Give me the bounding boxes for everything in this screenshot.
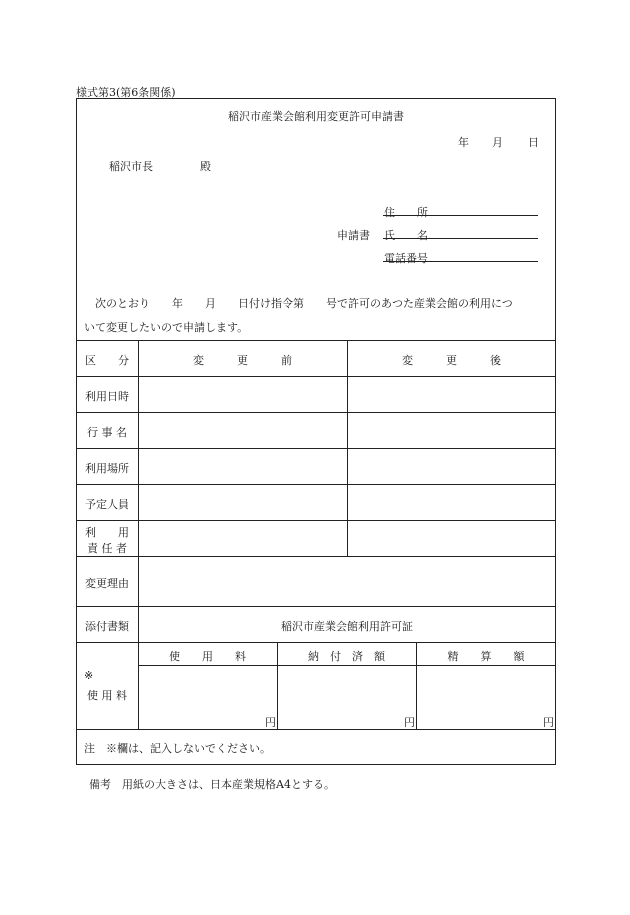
- statement-line1: 次のとおり 年 月 日付け指令第 号で許可のあつた産業会館の利用につ: [95, 297, 513, 310]
- date-year-label: 年: [458, 136, 469, 149]
- row-label-responsible-2: 責 任 者: [87, 542, 127, 555]
- row-label-date: 利用日時: [85, 390, 129, 403]
- form-number: 様式第3(第6条関係): [76, 86, 176, 99]
- row-label-reason: 変更理由: [85, 577, 129, 590]
- fee-col-paid: 納 付 済 額: [308, 650, 385, 663]
- fee-mark: ※: [84, 669, 94, 682]
- form-title: 稲沢市産業会館利用変更許可申請書: [228, 110, 404, 123]
- remark: 備考 用紙の大きさは、日本産業規格A4とする。: [89, 778, 335, 791]
- applicant-phone-line[interactable]: [383, 261, 538, 262]
- row-rule: [76, 520, 556, 521]
- applicant-name-label: 氏 名: [384, 229, 428, 242]
- applicant-address-label: 住 所: [384, 206, 428, 219]
- row-rule: [76, 484, 556, 485]
- before-after-rule: [347, 340, 348, 556]
- row-label-event: 行 事 名: [87, 426, 127, 439]
- statement-line2: いて変更したいので申請します。: [84, 321, 249, 334]
- attachment-value: 稲沢市産業会館利用許可証: [281, 620, 413, 633]
- fee-label: 使 用 料: [87, 689, 127, 702]
- row-rule: [76, 729, 556, 730]
- date-day-label: 日: [528, 136, 539, 149]
- applicant-name-line[interactable]: [383, 238, 538, 239]
- fee-header-rule: [138, 665, 556, 666]
- fee-col-usage: 使 用 料: [169, 650, 246, 663]
- applicant-phone-label: 電話番号: [384, 252, 428, 265]
- yen-unit: 円: [543, 716, 554, 729]
- yen-unit: 円: [404, 716, 415, 729]
- note: 注 ※欄は、記入しないでください。: [84, 742, 271, 755]
- attachment-label: 添付書類: [85, 620, 129, 633]
- row-rule: [76, 376, 556, 377]
- label-column-rule: [138, 340, 139, 729]
- addressee-honorific: 殿: [200, 160, 211, 173]
- table-top-rule: [76, 340, 556, 341]
- applicant-label: 申請書: [337, 229, 370, 242]
- row-label-place: 利用場所: [85, 462, 129, 475]
- header-before: 変 更 前: [193, 354, 292, 367]
- row-label-people: 予定人員: [85, 498, 129, 511]
- applicant-address-line[interactable]: [383, 215, 538, 216]
- row-rule: [76, 412, 556, 413]
- header-category: 区 分: [85, 354, 129, 367]
- yen-unit: 円: [265, 716, 276, 729]
- addressee-name: 稲沢市長: [109, 160, 153, 173]
- row-rule: [76, 556, 556, 557]
- fee-col-settlement: 精 算 額: [447, 650, 525, 663]
- header-after: 変 更 後: [402, 354, 501, 367]
- row-rule: [76, 606, 556, 607]
- row-rule: [76, 448, 556, 449]
- row-rule: [76, 642, 556, 643]
- date-month-label: 月: [492, 136, 503, 149]
- row-label-responsible-1: 利 用: [85, 526, 129, 539]
